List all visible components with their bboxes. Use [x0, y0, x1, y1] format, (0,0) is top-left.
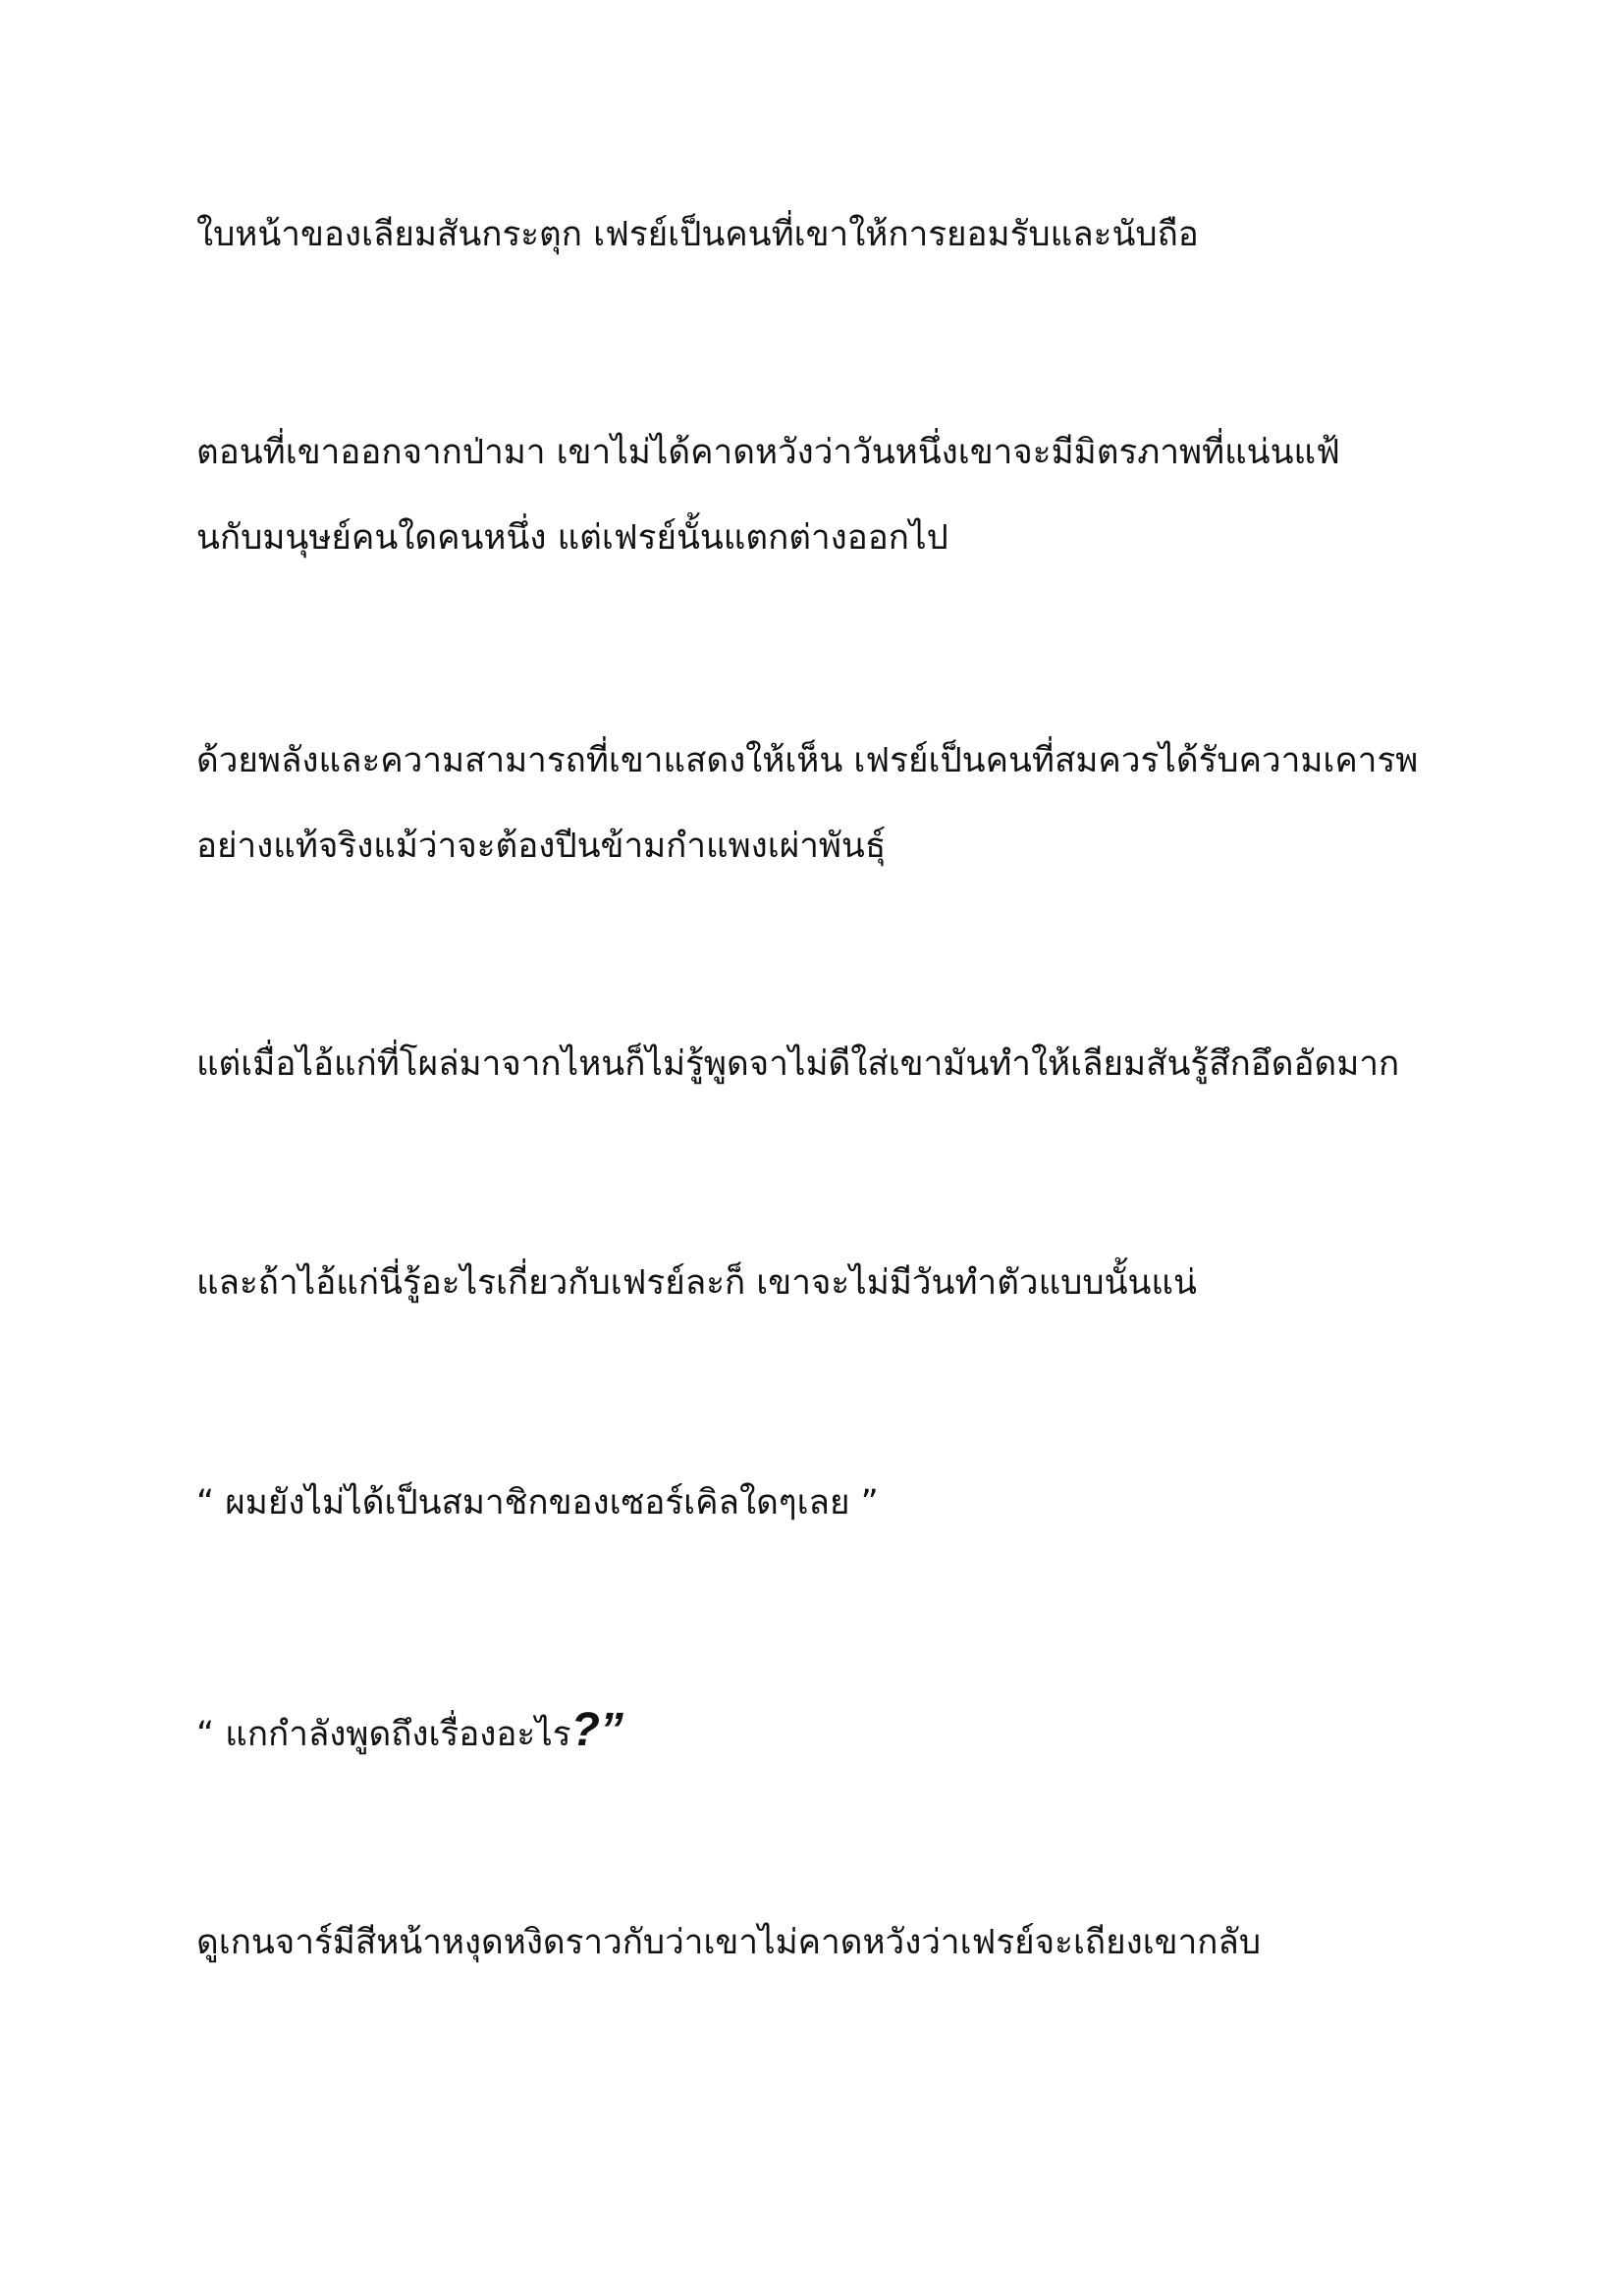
paragraph-line-1: ใบหน้าของเลียมสันกระตุก เฟรย์เป็นคนที่เขาให้การยอมรับและนับถือ: [196, 215, 1199, 254]
paragraph-line-5: อย่างแท้จริงแม้ว่าจะต้องปีนข้ามกำแพงเผ่าพันธุ์: [196, 827, 887, 866]
paragraph-line-2: ตอนที่เขาออกจากป่ามา เขาไม่ได้คาดหวังว่าวันหนึ่งเขาจะมีมิตรภาพที่แน่นแฟ้: [196, 433, 1340, 472]
paragraph-line-7: และถ้าไอ้แก่นี่รู้อะไรเกี่ยวกับเฟรย์ละก็ เขาจะไม่มีวันทำตัวแบบนั้นแน่: [196, 1263, 1197, 1303]
dialogue-line-2-text: “ แกกำลังพูดถึงเรื่องอะไร: [196, 1715, 571, 1754]
paragraph-line-8: ดูเกนจาร์มีสีหน้าหงุดหงิดราวกับว่าเขาไม่คาดหวังว่าเฟรย์จะเถียงเขากลับ: [196, 1923, 1262, 1962]
paragraph-line-4: ด้วยพลังและความสามารถที่เขาแสดงให้เห็น เฟรย์เป็นคนที่สมควรได้รับความเคารพ: [196, 741, 1419, 780]
question-mark-end: ?”: [570, 1704, 623, 1756]
paragraph-line-6: แต่เมื่อไอ้แก่ที่โผล่มาจากไหนก็ไม่รู้พูดจาไม่ดีใส่เขามันทำให้เลียมสันรู้สึกอึดอัดมาก: [196, 1044, 1400, 1084]
dialogue-line-1: “ ผมยังไม่ได้เป็นสมาชิกของเซอร์เคิลใดๆเลย ”: [196, 1483, 879, 1522]
dialogue-line-2: [196, 1704, 1473, 1756]
paragraph-line-3: นกับมนุษย์คนใดคนหนึ่ง แต่เฟรย์นั้นแตกต่างออกไป: [196, 518, 948, 558]
